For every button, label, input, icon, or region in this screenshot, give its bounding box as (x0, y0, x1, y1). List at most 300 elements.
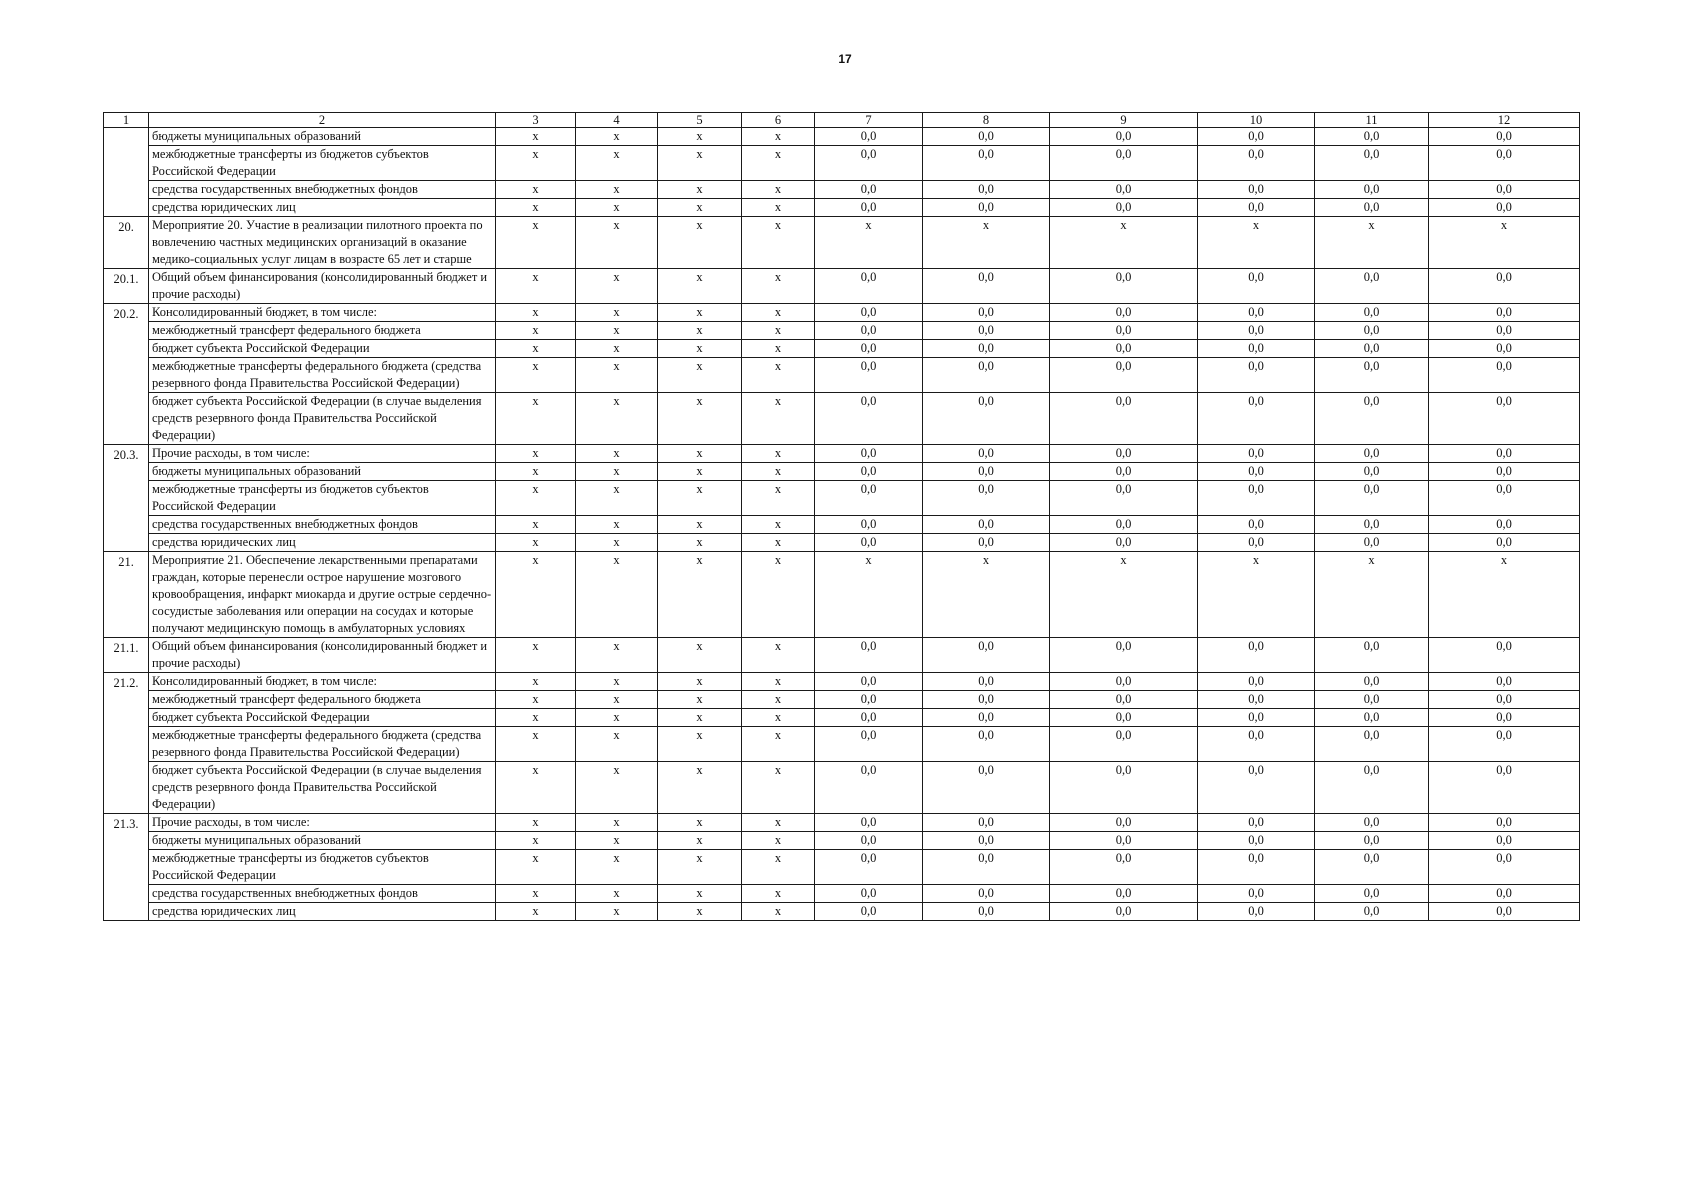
value-cell: x (576, 358, 658, 393)
value-cell: 0,0 (923, 340, 1050, 358)
value-cell: 0,0 (1198, 269, 1315, 304)
value-cell: x (496, 727, 576, 762)
value-cell: 0,0 (815, 481, 923, 516)
value-cell: 0,0 (1050, 340, 1198, 358)
value-cell: 0,0 (923, 199, 1050, 217)
value-cell: 0,0 (1429, 181, 1580, 199)
value-cell: 0,0 (1429, 358, 1580, 393)
value-cell: x (742, 850, 815, 885)
row-description-cell: бюджет субъекта Российской Федерации (в случае выделения средств резервного фонда Правительства Российской Федерации) (149, 762, 496, 814)
value-cell: x (658, 146, 742, 181)
row-description-cell: средства государственных внебюджетных фондов (149, 516, 496, 534)
value-cell: x (576, 217, 658, 269)
value-cell: 0,0 (815, 340, 923, 358)
value-cell: 0,0 (923, 534, 1050, 552)
row-number-cell: 20. (104, 217, 149, 269)
value-cell: 0,0 (1050, 832, 1198, 850)
value-cell: 0,0 (1198, 638, 1315, 673)
value-cell: 0,0 (1315, 673, 1429, 691)
value-cell: x (658, 481, 742, 516)
value-cell: 0,0 (1050, 850, 1198, 885)
value-cell: x (742, 322, 815, 340)
value-cell: 0,0 (1050, 481, 1198, 516)
value-cell: x (658, 850, 742, 885)
value-cell: 0,0 (1429, 832, 1580, 850)
value-cell: 0,0 (923, 832, 1050, 850)
value-cell: x (742, 762, 815, 814)
value-cell: 0,0 (1429, 516, 1580, 534)
value-cell: x (576, 445, 658, 463)
value-cell: 0,0 (815, 393, 923, 445)
row-description-cell: межбюджетные трансферты из бюджетов субъектов Российской Федерации (149, 481, 496, 516)
value-cell: 0,0 (1429, 269, 1580, 304)
value-cell: 0,0 (1198, 691, 1315, 709)
value-cell: x (815, 217, 923, 269)
column-number-cell: 4 (576, 113, 658, 128)
row-number-cell: 21.3. (104, 814, 149, 921)
value-cell: x (923, 552, 1050, 638)
value-cell: 0,0 (1198, 850, 1315, 885)
value-cell: 0,0 (1050, 762, 1198, 814)
value-cell: 0,0 (1315, 691, 1429, 709)
value-cell: 0,0 (815, 638, 923, 673)
value-cell: 0,0 (1050, 199, 1198, 217)
value-cell: 0,0 (1429, 638, 1580, 673)
value-cell: 0,0 (1429, 814, 1580, 832)
value-cell: 0,0 (1429, 481, 1580, 516)
table-row (104, 128, 1580, 146)
value-cell: 0,0 (923, 850, 1050, 885)
value-cell: 0,0 (1315, 481, 1429, 516)
column-number-cell: 2 (149, 113, 496, 128)
value-cell: 0,0 (923, 673, 1050, 691)
value-cell: x (742, 463, 815, 481)
value-cell: x (576, 463, 658, 481)
column-number-cell: 12 (1429, 113, 1580, 128)
value-cell: 0,0 (1315, 727, 1429, 762)
value-cell: x (576, 814, 658, 832)
value-cell: 0,0 (1429, 903, 1580, 921)
value-cell: 0,0 (923, 358, 1050, 393)
value-cell: 0,0 (923, 903, 1050, 921)
value-cell: 0,0 (1050, 128, 1198, 146)
value-cell: 0,0 (815, 691, 923, 709)
value-cell: 0,0 (1429, 691, 1580, 709)
row-description-cell: межбюджетные трансферты из бюджетов субъектов Российской Федерации (149, 146, 496, 181)
row-description-cell: межбюджетные трансферты из бюджетов субъектов Российской Федерации (149, 850, 496, 885)
value-cell: 0,0 (1198, 445, 1315, 463)
table-row (104, 445, 1580, 463)
value-cell: x (496, 217, 576, 269)
value-cell: 0,0 (815, 445, 923, 463)
value-cell: 0,0 (1315, 304, 1429, 322)
value-cell: 0,0 (923, 814, 1050, 832)
value-cell: 0,0 (1315, 850, 1429, 885)
value-cell: 0,0 (1050, 269, 1198, 304)
row-description-cell: средства юридических лиц (149, 199, 496, 217)
row-description-cell: Мероприятие 20. Участие в реализации пилотного проекта по вовлечению частных медицинских организаций в оказание медико-социальных услуг лицам в возрасте 65 лет и старше (149, 217, 496, 269)
value-cell: 0,0 (1198, 727, 1315, 762)
value-cell: 0,0 (1050, 814, 1198, 832)
table-row (104, 727, 1580, 762)
row-description-cell: средства государственных внебюджетных фондов (149, 885, 496, 903)
value-cell: 0,0 (1050, 534, 1198, 552)
value-cell: 0,0 (1050, 304, 1198, 322)
column-number-row (104, 113, 1580, 128)
column-number-cell: 8 (923, 113, 1050, 128)
value-cell: x (576, 481, 658, 516)
value-cell: x (742, 814, 815, 832)
value-cell: x (658, 552, 742, 638)
value-cell: x (742, 534, 815, 552)
value-cell: x (496, 638, 576, 673)
row-description-cell: Мероприятие 21. Обеспечение лекарственными препаратами граждан, которые перенесли острое нарушение мозгового кровообращения, инфаркт миокарда и другие острые сердечно-сосудистые заболевания или операции на сосудах и которые получают медицинскую помощь в амбулаторных условиях (149, 552, 496, 638)
row-description-cell: Общий объем финансирования (консолидированный бюджет и прочие расходы) (149, 269, 496, 304)
value-cell: 0,0 (1315, 762, 1429, 814)
value-cell: 0,0 (815, 832, 923, 850)
value-cell: 0,0 (1429, 146, 1580, 181)
value-cell: 0,0 (815, 850, 923, 885)
value-cell: x (496, 534, 576, 552)
value-cell: x (658, 903, 742, 921)
value-cell: 0,0 (815, 358, 923, 393)
value-cell: 0,0 (1198, 322, 1315, 340)
value-cell: 0,0 (1315, 516, 1429, 534)
value-cell: x (1429, 217, 1580, 269)
value-cell: x (1315, 552, 1429, 638)
value-cell: 0,0 (923, 885, 1050, 903)
value-cell: x (576, 534, 658, 552)
value-cell: x (496, 445, 576, 463)
value-cell: 0,0 (1198, 481, 1315, 516)
value-cell: x (576, 673, 658, 691)
value-cell: x (742, 552, 815, 638)
value-cell: 0,0 (1198, 128, 1315, 146)
value-cell: x (576, 832, 658, 850)
value-cell: x (576, 638, 658, 673)
value-cell: 0,0 (923, 445, 1050, 463)
value-cell: x (742, 727, 815, 762)
value-cell: 0,0 (1050, 727, 1198, 762)
table-row (104, 534, 1580, 552)
value-cell: x (1198, 552, 1315, 638)
value-cell: 0,0 (1429, 673, 1580, 691)
value-cell: x (742, 673, 815, 691)
value-cell: x (658, 217, 742, 269)
value-cell: 0,0 (923, 181, 1050, 199)
value-cell: 0,0 (1315, 534, 1429, 552)
row-number-cell: 20.2. (104, 304, 149, 445)
value-cell: x (496, 709, 576, 727)
value-cell: 0,0 (1429, 709, 1580, 727)
table-row (104, 814, 1580, 832)
column-number-cell: 1 (104, 113, 149, 128)
row-description-cell: средства юридических лиц (149, 903, 496, 921)
column-number-cell: 6 (742, 113, 815, 128)
value-cell: 0,0 (1315, 199, 1429, 217)
value-cell: x (742, 340, 815, 358)
value-cell: 0,0 (1198, 673, 1315, 691)
value-cell: 0,0 (1429, 885, 1580, 903)
table-row (104, 850, 1580, 885)
value-cell: x (576, 516, 658, 534)
value-cell: 0,0 (815, 709, 923, 727)
value-cell: x (742, 885, 815, 903)
value-cell: x (576, 691, 658, 709)
value-cell: x (742, 199, 815, 217)
value-cell: x (658, 814, 742, 832)
value-cell: 0,0 (1429, 463, 1580, 481)
value-cell: x (658, 304, 742, 322)
value-cell: 0,0 (815, 199, 923, 217)
row-number-cell: 21.2. (104, 673, 149, 814)
value-cell: 0,0 (1315, 814, 1429, 832)
value-cell: 0,0 (1198, 340, 1315, 358)
value-cell: x (658, 709, 742, 727)
value-cell: x (496, 269, 576, 304)
value-cell: x (496, 850, 576, 885)
value-cell: x (576, 181, 658, 199)
value-cell: 0,0 (923, 727, 1050, 762)
value-cell: 0,0 (815, 269, 923, 304)
row-number-cell: 21.1. (104, 638, 149, 673)
value-cell: x (658, 199, 742, 217)
value-cell: x (1198, 217, 1315, 269)
row-description-cell: средства государственных внебюджетных фондов (149, 181, 496, 199)
table-row (104, 691, 1580, 709)
value-cell: 0,0 (1315, 128, 1429, 146)
value-cell: x (576, 199, 658, 217)
value-cell: x (923, 217, 1050, 269)
value-cell: 0,0 (1315, 146, 1429, 181)
table-row (104, 269, 1580, 304)
column-number-cell: 11 (1315, 113, 1429, 128)
value-cell: x (742, 358, 815, 393)
value-cell: 0,0 (1429, 445, 1580, 463)
value-cell: x (658, 727, 742, 762)
value-cell: x (496, 481, 576, 516)
value-cell: x (576, 128, 658, 146)
value-cell: 0,0 (1429, 850, 1580, 885)
value-cell: x (576, 727, 658, 762)
value-cell: 0,0 (1429, 340, 1580, 358)
value-cell: 0,0 (923, 516, 1050, 534)
value-cell: x (658, 445, 742, 463)
value-cell: x (742, 181, 815, 199)
value-cell: x (742, 393, 815, 445)
value-cell: 0,0 (923, 393, 1050, 445)
value-cell: x (658, 322, 742, 340)
row-description-cell: бюджеты муниципальных образований (149, 463, 496, 481)
value-cell: 0,0 (815, 762, 923, 814)
value-cell: 0,0 (815, 128, 923, 146)
value-cell: x (658, 762, 742, 814)
value-cell: 0,0 (1315, 638, 1429, 673)
table-row (104, 181, 1580, 199)
row-description-cell: межбюджетный трансферт федерального бюджета (149, 322, 496, 340)
value-cell: x (496, 181, 576, 199)
value-cell: 0,0 (1315, 709, 1429, 727)
value-cell: 0,0 (815, 885, 923, 903)
value-cell: x (576, 709, 658, 727)
value-cell: 0,0 (923, 269, 1050, 304)
value-cell: 0,0 (1429, 534, 1580, 552)
value-cell: 0,0 (1198, 534, 1315, 552)
value-cell: 0,0 (815, 903, 923, 921)
value-cell: x (1429, 552, 1580, 638)
column-number-cell: 3 (496, 113, 576, 128)
value-cell: x (658, 269, 742, 304)
table-row (104, 217, 1580, 269)
value-cell: 0,0 (1429, 304, 1580, 322)
row-description-cell: межбюджетные трансферты федерального бюджета (средства резервного фонда Правительства Российской Федерации) (149, 358, 496, 393)
value-cell: x (496, 762, 576, 814)
value-cell: x (658, 673, 742, 691)
value-cell: 0,0 (815, 814, 923, 832)
value-cell: x (658, 885, 742, 903)
value-cell: x (658, 463, 742, 481)
row-description-cell: бюджет субъекта Российской Федерации (149, 340, 496, 358)
value-cell: x (496, 832, 576, 850)
value-cell: 0,0 (815, 534, 923, 552)
table-row (104, 885, 1580, 903)
value-cell: 0,0 (1050, 146, 1198, 181)
value-cell: 0,0 (1050, 322, 1198, 340)
value-cell: x (658, 516, 742, 534)
table-row (104, 322, 1580, 340)
value-cell: 0,0 (1198, 199, 1315, 217)
value-cell: x (576, 552, 658, 638)
value-cell: 0,0 (923, 304, 1050, 322)
value-cell: 0,0 (1050, 181, 1198, 199)
column-number-cell: 9 (1050, 113, 1198, 128)
value-cell: x (576, 850, 658, 885)
value-cell: x (496, 673, 576, 691)
value-cell: 0,0 (815, 727, 923, 762)
value-cell: 0,0 (1050, 691, 1198, 709)
value-cell: 0,0 (1198, 463, 1315, 481)
value-cell: x (496, 814, 576, 832)
value-cell: 0,0 (1429, 727, 1580, 762)
value-cell: x (496, 885, 576, 903)
value-cell: x (1050, 552, 1198, 638)
row-description-cell: бюджет субъекта Российской Федерации (в случае выделения средств резервного фонда Правительства Российской Федерации) (149, 393, 496, 445)
value-cell: x (658, 340, 742, 358)
value-cell: x (496, 463, 576, 481)
value-cell: x (742, 691, 815, 709)
value-cell: 0,0 (1198, 709, 1315, 727)
value-cell: 0,0 (1050, 903, 1198, 921)
value-cell: x (576, 340, 658, 358)
value-cell: x (658, 832, 742, 850)
value-cell: 0,0 (1050, 358, 1198, 393)
value-cell: x (576, 304, 658, 322)
value-cell: x (1050, 217, 1198, 269)
value-cell: 0,0 (1198, 832, 1315, 850)
value-cell: x (496, 358, 576, 393)
value-cell: 0,0 (815, 463, 923, 481)
row-description-cell: Консолидированный бюджет, в том числе: (149, 673, 496, 691)
value-cell: x (496, 146, 576, 181)
value-cell: 0,0 (815, 181, 923, 199)
row-description-cell: средства юридических лиц (149, 534, 496, 552)
value-cell: x (658, 638, 742, 673)
table-row (104, 552, 1580, 638)
value-cell: 0,0 (923, 481, 1050, 516)
value-cell: x (496, 516, 576, 534)
value-cell: x (496, 128, 576, 146)
value-cell: x (658, 691, 742, 709)
value-cell: 0,0 (1315, 903, 1429, 921)
row-description-cell: бюджет субъекта Российской Федерации (149, 709, 496, 727)
value-cell: 0,0 (1429, 199, 1580, 217)
table-row (104, 903, 1580, 921)
table-row (104, 146, 1580, 181)
value-cell: 0,0 (1198, 304, 1315, 322)
value-cell: x (496, 340, 576, 358)
column-number-cell: 5 (658, 113, 742, 128)
value-cell: 0,0 (1198, 885, 1315, 903)
value-cell: 0,0 (1198, 516, 1315, 534)
value-cell: x (742, 638, 815, 673)
value-cell: 0,0 (923, 128, 1050, 146)
value-cell: 0,0 (1315, 322, 1429, 340)
table-row (104, 304, 1580, 322)
value-cell: x (742, 832, 815, 850)
value-cell: x (496, 322, 576, 340)
value-cell: 0,0 (1050, 709, 1198, 727)
value-cell: 0,0 (815, 322, 923, 340)
value-cell: 0,0 (1429, 393, 1580, 445)
value-cell: 0,0 (815, 673, 923, 691)
value-cell: 0,0 (923, 463, 1050, 481)
value-cell: x (576, 269, 658, 304)
row-description-cell: Консолидированный бюджет, в том числе: (149, 304, 496, 322)
row-number-cell: 20.3. (104, 445, 149, 552)
value-cell: x (576, 903, 658, 921)
value-cell: 0,0 (1050, 638, 1198, 673)
value-cell: x (496, 552, 576, 638)
table-row (104, 673, 1580, 691)
value-cell: 0,0 (815, 516, 923, 534)
table-header (104, 113, 1580, 128)
row-description-cell: бюджеты муниципальных образований (149, 832, 496, 850)
value-cell: x (576, 762, 658, 814)
table-row (104, 393, 1580, 445)
value-cell: 0,0 (1198, 358, 1315, 393)
row-description-cell: бюджеты муниципальных образований (149, 128, 496, 146)
value-cell: x (496, 199, 576, 217)
value-cell: 0,0 (1429, 128, 1580, 146)
value-cell: x (496, 691, 576, 709)
financing-table (103, 112, 1580, 921)
value-cell: 0,0 (1198, 181, 1315, 199)
value-cell: 0,0 (1050, 885, 1198, 903)
value-cell: 0,0 (1315, 358, 1429, 393)
table-row (104, 481, 1580, 516)
value-cell: x (576, 885, 658, 903)
value-cell: 0,0 (1429, 322, 1580, 340)
value-cell: x (742, 128, 815, 146)
table-row (104, 463, 1580, 481)
value-cell: x (742, 516, 815, 534)
table-row (104, 832, 1580, 850)
value-cell: 0,0 (1315, 340, 1429, 358)
table-row (104, 340, 1580, 358)
value-cell: 0,0 (923, 762, 1050, 814)
row-number-cell: 20.1. (104, 269, 149, 304)
value-cell: x (496, 304, 576, 322)
